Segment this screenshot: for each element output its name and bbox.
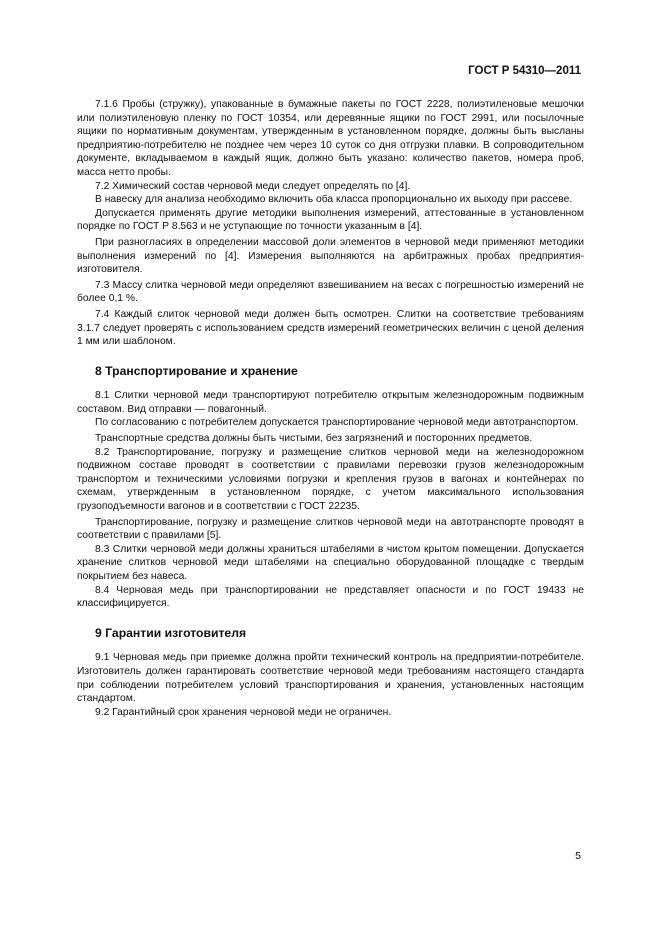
paragraph-9-1: 9.1 Черновая медь при приемке должна пройти технический контроль на предприятии-потребителе. Изготовитель должен гарантировать соответствие черновой меди требованиям настоящего стандарта при соблюдении потребителем условий транспортирования и хранения, установленных настоящим стандартом. (77, 652, 584, 705)
paragraph-8-4: 8.4 Черновая медь при транспортировании не представляет опасности и по ГОСТ 19433 не классифицируется. (77, 584, 584, 610)
section-8-heading: 8 Транспортирование и хранение (95, 363, 298, 378)
paragraph: Транспортирование, погрузку и размещение слитков черновой меди на автотранспорте проводят в соответствии с правилами [5]. (77, 516, 584, 542)
page-number: 5 (575, 850, 581, 862)
standard-number-header: ГОСТ Р 54310—2011 (468, 65, 581, 77)
paragraph: Транспортные средства должны быть чистыми, без загрязнений и посторонних предметов. (95, 433, 533, 445)
paragraph: Допускается применять другие методики выполнения измерений, аттестованные в установленном порядке по ГОСТ Р 8.563 и не уступающие по точности указанным в [4]. (77, 207, 584, 233)
paragraph-7-3: 7.3 Массу слитка черновой меди определяют взвешиванием на весах с погрешностью измерений не более 0,1 %. (77, 279, 584, 305)
paragraph-9-2: 9.2 Гарантийный срок хранения черновой меди не ограничен. (95, 706, 392, 718)
paragraph: При разногласиях в определении массовой доли элементов в черновой меди применяют методики выполнения измерений по [4]. Измерения выполняются на арбитражных пробах предприятия-изготовителя. (77, 236, 584, 276)
paragraph: В навеску для анализа необходимо включить оба класса пропорционально их выходу при рассеве. (95, 194, 573, 206)
paragraph: По согласованию с потребителем допускается транспортирование черновой меди автотранспортом. (95, 417, 579, 429)
section-9-heading: 9 Гарантии изготовителя (95, 625, 247, 640)
paragraph-8-2: 8.2 Транспортирование, погрузку и размещение слитков черновой меди на железнодорожном подвижном составе проводят в соответствии с правилами перевозки грузов железнодорожным транспортом и техническими условиями погрузки и крепления грузов в вагонах и контейнерах по схемам, утвержденным в установленном порядке, с учетом максимального использования грузоподъемности вагонов и в соответствии с ГОСТ 22235. (77, 446, 584, 513)
paragraph-7-1-6: 7.1.6 Пробы (стружку), упакованные в бумажные пакеты по ГОСТ 2228, полиэтиленовые мешочки или полиэтиленовую пленку по ГОСТ 10354, или деревянные ящики по ГОСТ 2991, или посылочные ящики по нормативным документам, утвержденным в установленном порядке, должны быть высланы предприятию-потребителю не позднее чем через 10 суток со дня отгрузки плавки. В сопроводительном документе, вкладываемом в каждый ящик, должно быть указано: количество пакетов, номера проб, масса нетто пробы. (77, 99, 584, 178)
document-body (77, 98, 584, 719)
paragraph-8-3: 8.3 Слитки черновой меди должны храниться штабелями в чистом крытом помещении. Допускается хранение слитков черновой меди штабелями на специально оборудованной площадке с твердым покрытием без навеса. (77, 543, 584, 582)
paragraph-7-4: 7.4 Каждый слиток черновой меди должен быть осмотрен. Слитки на соответствие требованиям 3.1.7 следует проверять с использованием средств измерений геометрических величин с ценой деления 1 мм или шаблоном. (77, 308, 584, 348)
paragraph-7-2: 7.2 Химический состав черновой меди следует определять по [4]. (95, 180, 411, 192)
paragraph-8-1: 8.1 Слитки черновой меди транспортируют потребителю открытым железнодорожным подвижным составом. Вид отправки — повагонный. (77, 390, 584, 415)
